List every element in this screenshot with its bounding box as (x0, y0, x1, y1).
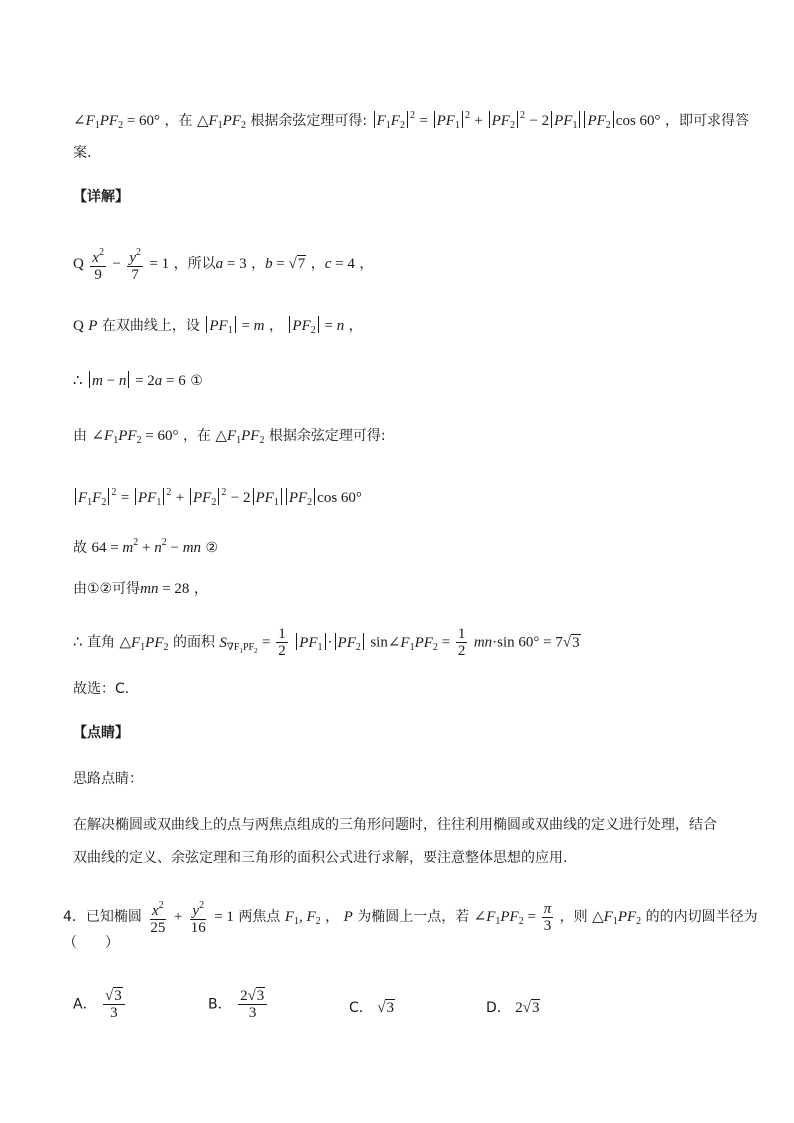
comment-paragraph-2: 双曲线的定义、余弦定理和三角形的面积公式进行求解，要注意整体思想的应用. (73, 850, 568, 866)
line-2: 案. (73, 145, 92, 161)
comment-paragraph-1: 在解决椭圆或双曲线上的点与两焦点组成的三角形问题时，往往利用椭圆或双曲线的定义进行处理，结合 (73, 817, 717, 833)
fraction-x2-25: $\frac{x^2}{25}$ (150, 900, 166, 936)
equation-1: Q $\frac{x^2}{9}$ − $\frac{y^2}{7}$ = 1 ，所以a = 3 ，b = √7 ，c = 4 ， (73, 247, 374, 283)
equation-6: 故 $64 = m^2 + n^2$ − mn ② (73, 537, 219, 556)
line-1: $\angle F_1PF_2 = 60^\circ$ ，在 $\triangle F_1PF_2$ 根据余弦定理可得: $F_1F_2^2 = PF_1^2 + PF_2^2 - 2$ $PF_1$ $PF_2$ cos 60° ，即可求得答 (73, 110, 749, 131)
option-d[interactable]: D． 2√3 (486, 1000, 540, 1016)
equation-8: ∴ 直角 $\triangle F_1PF_2$ 的面积 $S_{\nabla F_1PF_2}$ = $\frac{1}{2}$ $PF_1 \cdot PF_2$ $\sin\angle F_1PF_2$ = $\frac{1}{2}$ mn·sin 60° = 7√3 (73, 626, 580, 659)
fraction-half-2: $\frac{1}{2}$ (457, 626, 466, 659)
question-4-paren: （ ） (63, 935, 119, 951)
comment-title: 思路点睛： (73, 771, 143, 787)
detail-heading: 【详解】 (73, 189, 129, 205)
fraction-y2-7: $\frac{y^2}{7}$ (129, 247, 142, 283)
equation-3: ∴ m − n = 2a = 6 ① (73, 373, 203, 389)
fraction-half-1: $\frac{1}{2}$ (278, 626, 286, 659)
fraction-pi-3: $\frac{\pi}{3}$ (543, 900, 552, 934)
answer-line: 故选：C. (73, 681, 130, 697)
fraction-y2-16: $\frac{y^2}{16}$ (190, 900, 206, 936)
equation-5: $F_1F_2^2 = PF_1^2 + PF_2^2 - 2$ $PF_1$ $PF_2$ cos 60° (73, 483, 362, 513)
fraction-x2-9: $\frac{x^2}{9}$ (92, 247, 104, 283)
equation-4: 由 $\angle F_1PF_2 = 60^\circ$ ，在 $\triangle F_1PF_2$ 根据余弦定理可得: (73, 428, 386, 446)
equation-7: 由①②可得mn = 28 ， (73, 581, 208, 597)
equation-2: Q P 在双曲线上，设 $PF_1 = m$ ， $PF_2 = n$ ， (73, 318, 363, 336)
comment-heading: 【点睛】 (73, 725, 129, 741)
option-a[interactable]: A． $\frac{√3}{3}$ (73, 988, 127, 1021)
question-4: 4．已知椭圆 $\frac{x^2}{25}$ + $\frac{y^2}{16}$ = 1 两焦点 $F_1$, $F_2$ ， P 为椭圆上一点，若 $\angle F_1PF_2$ = $\frac{\pi}{3}$ ，则 $\triangle F_1PF_2$ 的的内切圆半径为 (63, 900, 758, 936)
option-c[interactable]: C． √3 (349, 1000, 394, 1016)
option-b[interactable]: B． $\frac{2√3}{3}$ (208, 988, 269, 1021)
